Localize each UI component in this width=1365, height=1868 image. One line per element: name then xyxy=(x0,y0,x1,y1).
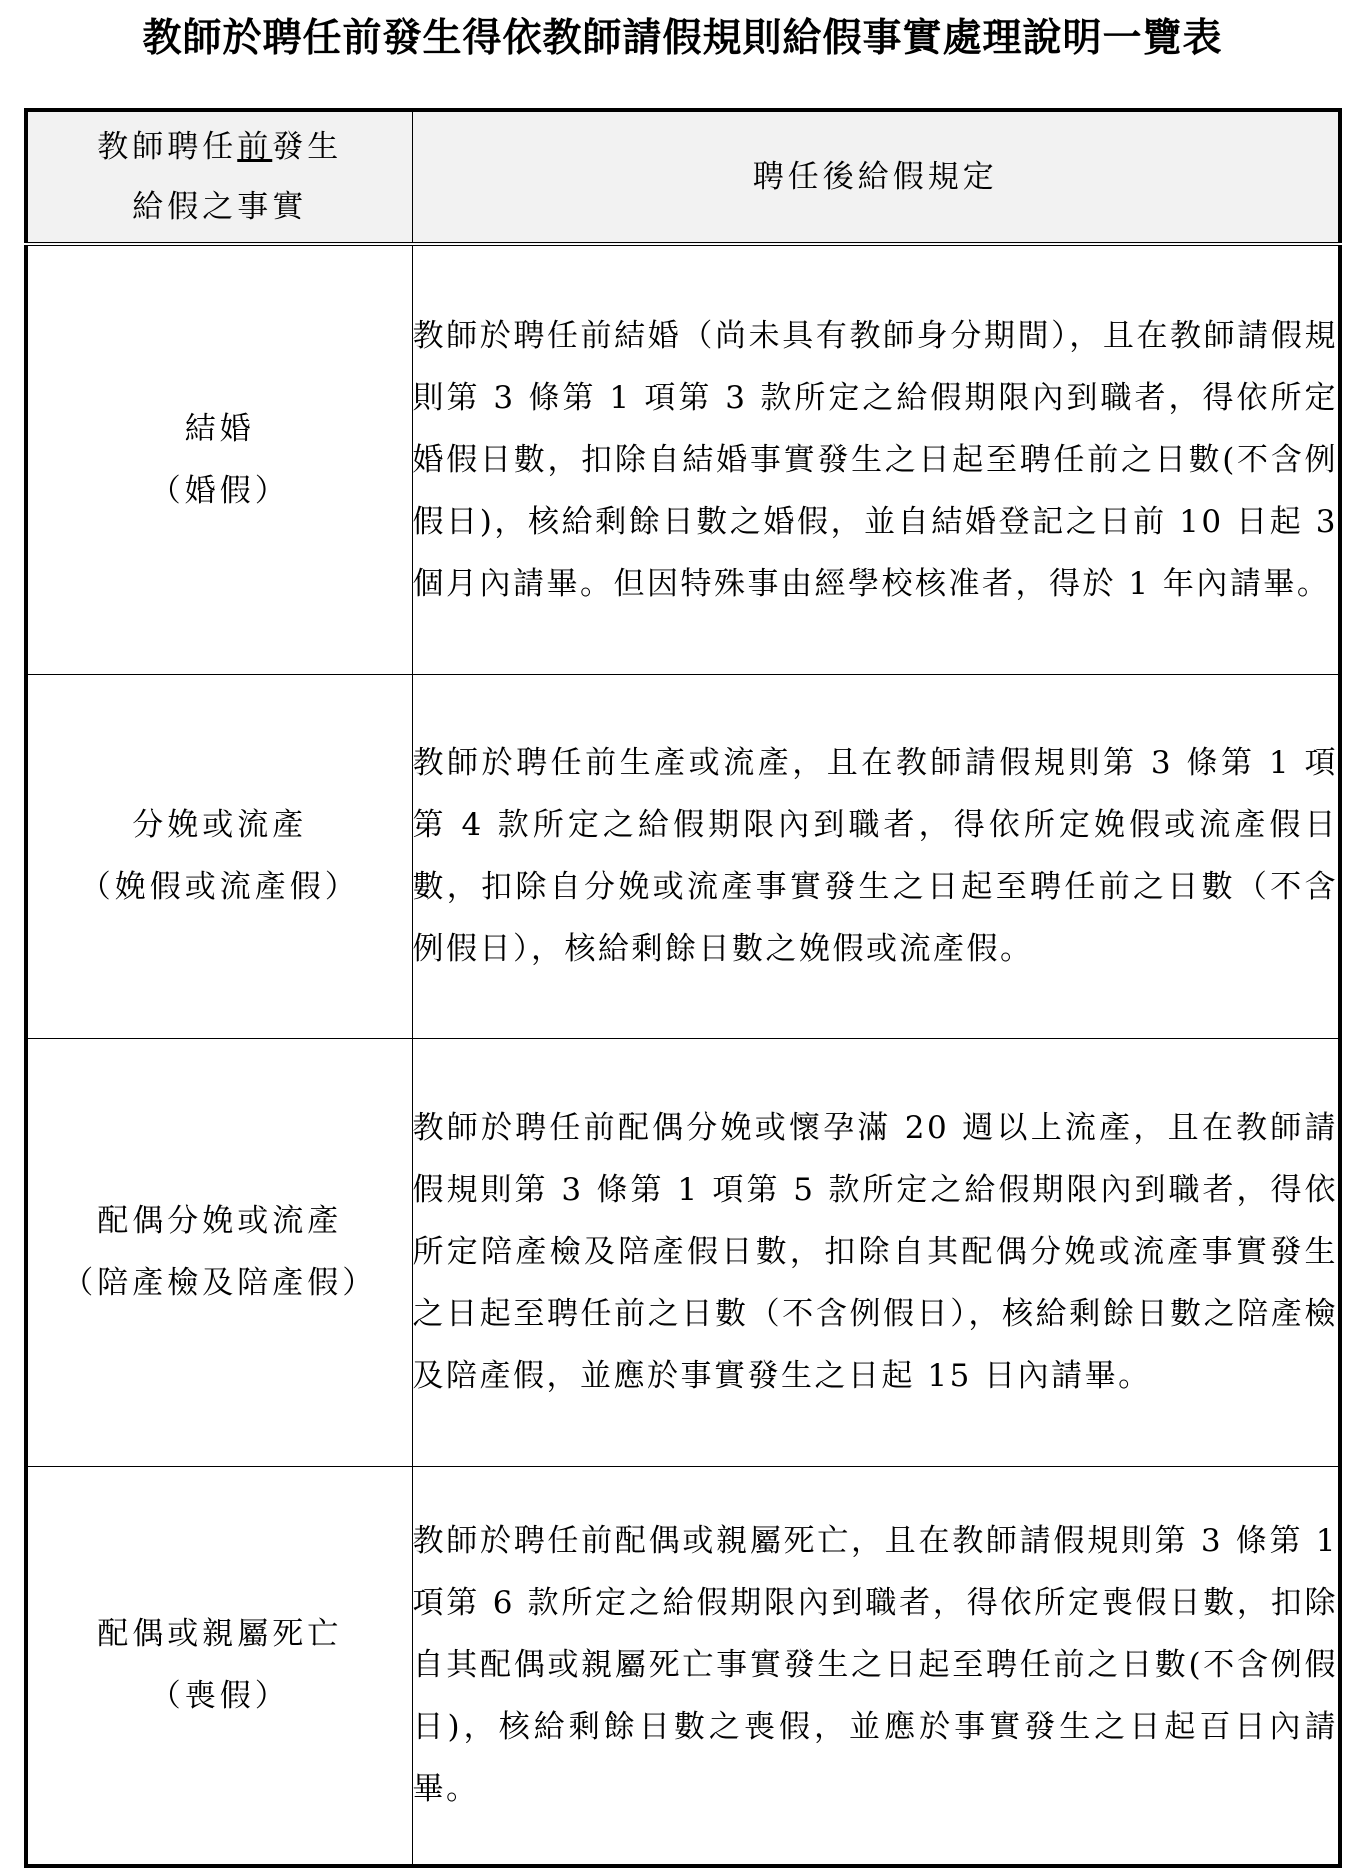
rule-text: 教師於聘任前配偶分娩或懷孕滿 20 週以上流產，且在教師請假規則第 3 條第 1 項第 5 款所定之給假期限內到職者，得依所定陪產檢及陪產假日數，扣除自其配偶分娩或流產事實發生之日起至聘任前之日數（不含例假日），核給剩餘日數之陪產檢及陪產假，並應於事實發生之日起 15 日內請畢。 xyxy=(412,1110,1338,1394)
leave-rules-table xyxy=(24,108,1342,1868)
leave-type: （陪產檢及陪產假） xyxy=(62,1265,378,1301)
leave-type: （婚假） xyxy=(149,472,290,509)
table-row xyxy=(26,244,1340,674)
table-row xyxy=(26,1466,1340,1866)
header-event-underlined-text: 前 xyxy=(237,129,273,165)
rule-cell xyxy=(412,244,1340,674)
rule-text: 教師於聘任前配偶或親屬死亡，且在教師請假規則第 3 條第 1 項第 6 款所定之給假期限內到職者，得依所定喪假日數，扣除自其配偶或親屬死亡事實發生之日起至聘任前之日數(不含例假日)，核給剩餘日數之喪假，並應於事實發生之日起百日內請畢。 xyxy=(412,1523,1338,1808)
table-row xyxy=(26,674,1340,1038)
leave-type: （喪假） xyxy=(149,1678,290,1715)
event-name: 結婚 xyxy=(184,410,255,447)
event-name: 分娩或流產 xyxy=(132,807,308,843)
header-event-cell xyxy=(26,110,412,244)
header-event-text-a: 教師聘任 xyxy=(97,129,238,165)
table-header-row xyxy=(26,110,1340,244)
rule-cell xyxy=(412,1466,1340,1866)
table-row xyxy=(26,1038,1340,1466)
event-name: 配偶或親屬死亡 xyxy=(97,1616,343,1653)
page-title: 教師於聘任前發生得依教師請假規則給假事實處理說明一覽表 xyxy=(142,15,1223,61)
header-rule-cell: 聘任後給假規定 xyxy=(412,110,1340,244)
event-name: 配偶分娩或流產 xyxy=(97,1203,343,1239)
rule-cell xyxy=(412,1038,1340,1466)
event-cell xyxy=(26,1466,412,1866)
header-event-line2: 給假之事實 xyxy=(132,189,308,225)
leave-type: （娩假或流產假） xyxy=(79,869,360,905)
rule-text: 教師於聘任前生產或流產，且在教師請假規則第 3 條第 1 項第 4 款所定之給假期限內到職者，得依所定娩假或流產假日數，扣除自分娩或流產事實發生之日起至聘任前之日數（不含例假日），核給剩餘日數之娩假或流產假。 xyxy=(412,745,1338,967)
event-cell xyxy=(26,244,412,674)
header-event-text-b: 發生 xyxy=(272,129,343,165)
rule-text: 教師於聘任前結婚（尚未具有教師身分期間），且在教師請假規則第 3 條第 1 項第 3 款所定之給假期限內到職者，得依所定婚假日數，扣除自結婚事實發生之日起至聘任前之日數(不含例假日)，核給剩餘日數之婚假，並自結婚登記之日前 10 日起 3 個月內請畢。但因特殊事由經學校核准者，得於 1 年內請畢。 xyxy=(412,317,1338,602)
header-event-line1 xyxy=(28,117,412,177)
rule-cell xyxy=(412,674,1340,1038)
event-cell xyxy=(26,674,412,1038)
event-cell xyxy=(26,1038,412,1466)
